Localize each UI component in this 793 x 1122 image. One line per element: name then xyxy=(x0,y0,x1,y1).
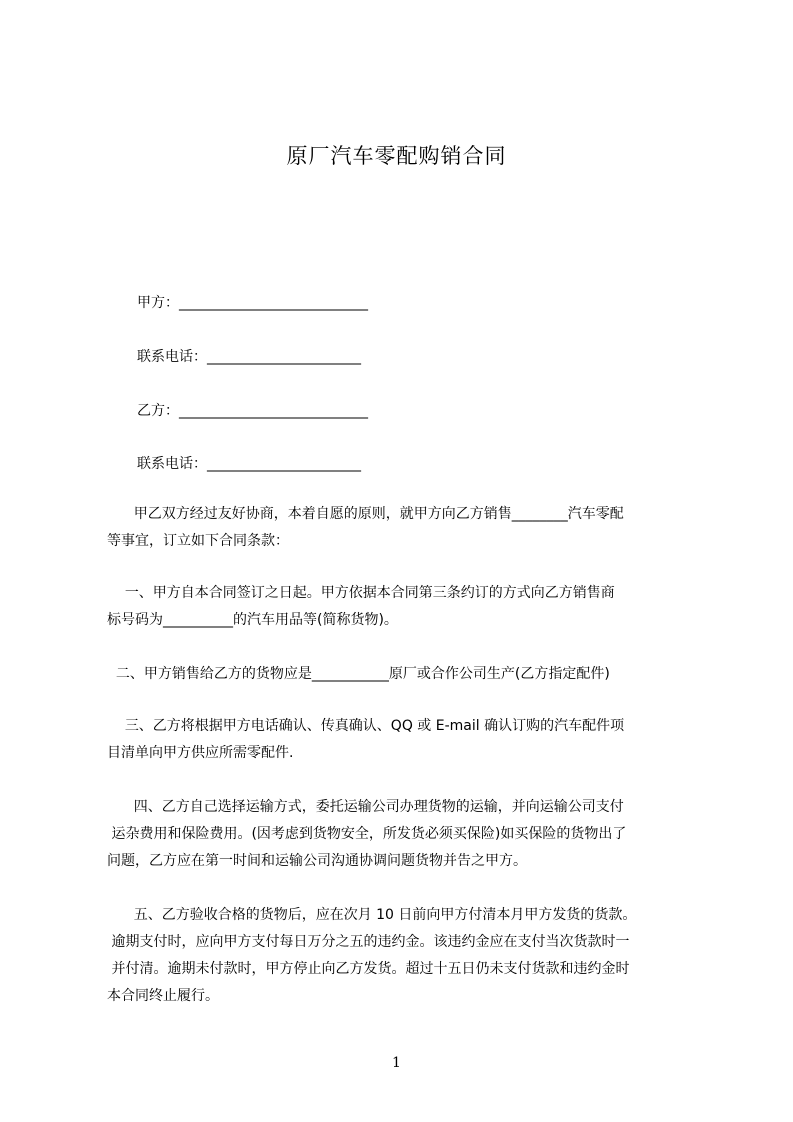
party-b-field: 乙方：___________________________ xyxy=(137,403,368,419)
contract-title: 原厂汽车零配购销合同 xyxy=(286,144,507,168)
clause-5-paragraph: 五、乙方验收合格的货物后，应在次月 10 日前向甲方付清本月甲方发货的货款。 逾期支付时，应向甲方支付每日万分之五的违约金。该违约金应在支付当次货款时一 并付清。逾期未付款时，甲方停止向乙方发货。超过十五日仍未支付货款和违约金时 本合同终止履行。 xyxy=(107,907,637,1004)
clause-1-paragraph: 一、甲方自本合同签订之日起。甲方依据本合同第三条约订的方式向乙方销售商 标号码为__________的汽车用品等(简称货物)。 xyxy=(107,585,615,628)
clause-2-paragraph: 二、甲方销售给乙方的货物应是___________原厂或合作公司生产(乙方指定配件) xyxy=(107,666,610,682)
party-b-phone-field: 联系电话：______________________ xyxy=(137,456,361,472)
party-a-field: 甲方：___________________________ xyxy=(137,295,368,311)
page-number: 1 xyxy=(392,1055,401,1071)
clause-4-paragraph: 四、乙方自己选择运输方式，委托运输公司办理货物的运输，并向运输公司支付 运杂费用和保险费用。(因考虑到货物安全，所发货必须买保险)如买保险的货物出了 问题，乙方应在第一时间和运输公司沟通协调问题货物并告之甲方。 xyxy=(107,799,627,869)
clause-3-paragraph: 三、乙方将根据甲方电话确认、传真确认、QQ 或 E-mail 确认订购的汽车配件项 目清单向甲方供应所需零配件. xyxy=(107,718,625,761)
party-a-phone-field: 联系电话：______________________ xyxy=(137,349,361,365)
intro-paragraph: 甲乙双方经过友好协商，本着自愿的原则，就甲方向乙方销售________汽车零配 等事宜，订立如下合同条款： xyxy=(107,506,624,549)
